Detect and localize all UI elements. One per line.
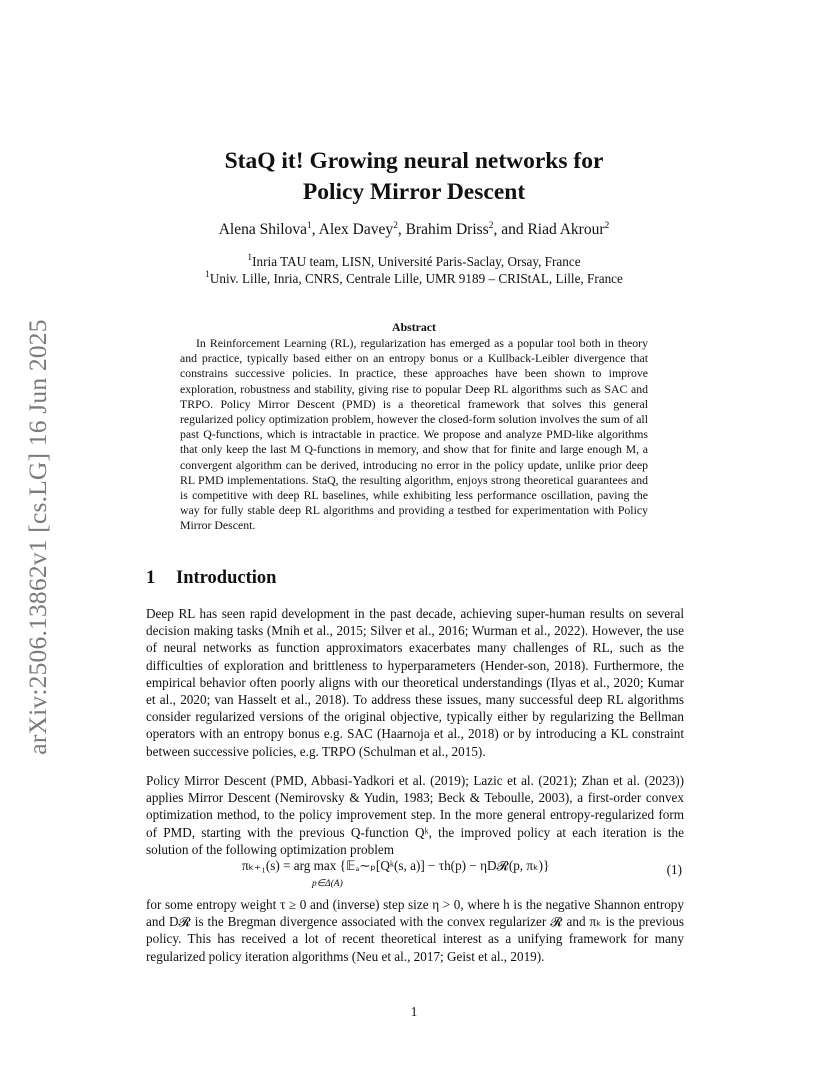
author-2-affil: 2: [393, 221, 398, 231]
arxiv-sidebar: [16, 304, 60, 770]
paper-title: [0, 146, 828, 208]
intro-paragraph-2: Policy Mirror Descent (PMD, Abbasi-Yadkori et al. (2019); Lazic et al. (2021); Zhan et al. (2023)) applies Mirror Descent (Nemirovsky & Yudin, 1983; Beck & Teboulle, 2003), a first-order convex optimization method, to the policy improvement step. In the more general entropy-regularized form of PMD, starting with the previous Q-function Qᵏ, the improved policy at each iteration is the solution of the following optimization problem: [146, 773, 684, 857]
author-1: Alena Shilova: [218, 221, 307, 238]
title-line-1: StaQ it! Growing neural networks for: [224, 148, 604, 174]
equation-1: [146, 858, 684, 892]
equation-number: (1): [666, 862, 682, 877]
author-2: , Alex Davey: [311, 221, 394, 238]
equation-argmax-subscript: p∈Δ(A): [312, 879, 343, 889]
author-4: , and Riad Akrour: [493, 221, 605, 238]
affiliation-1: [0, 253, 828, 270]
section-heading: [146, 568, 276, 589]
affiliation-2-marker: 1: [205, 270, 210, 280]
author-3: , Brahim Driss: [397, 221, 489, 238]
page-number: 1: [410, 1004, 418, 1019]
affiliation-2: [0, 270, 828, 287]
affiliations: [0, 253, 828, 287]
abstract-text: In Reinforcement Learning (RL), regularization has emerged as a popular tool both in theory and practice, typically based either on an entropy bonus or a Kullback-Leibler divergence that constrains successive policies. In practice, these approaches have been shown to improve exploration, robustness and stability, giving rise to popular Deep RL algorithms such as SAC and TRPO. Policy Mirror Descent (PMD) is a theoretical framework that solves this general regularized policy optimization problem, however the closed-form solution involves the sum of all past Q-functions, which is intractable in practice. We propose and analyze PMD-like algorithms that only keep the last M Q-functions in memory, and show that for finite and large enough M, a convergent algorithm can be derived, introducing no error in the policy update, unlike prior deep RL PMD implementations. StaQ, the resulting algorithm, enjoys strong theoretical guarantees and is competitive with deep RL baselines, while exhibiting less performance oscillation, paving the way for fully stable deep RL algorithms and providing a testbed for experimentation with Policy Mirror Descent.: [180, 336, 648, 533]
intro-paragraph-1: Deep RL has seen rapid development in the past decade, achieving super-human results on several decision making tasks (Mnih et al., 2015; Silver et al., 2016; Wurman et al., 2022). However, the use of neural networks as function approximators exacerbates many challenges of RL, such as the difficulties of exploration and brittleness to hyperparameters (Hender-son, 2018). Furthermore, the empirical behavior often poorly aligns with our theoretical understandings (Ilyas et al., 2020; Kumar et al., 2020; van Hasselt et al., 2018). To address these issues, many successful deep RL algorithms consider regularized versions of the original objective, typically either by regularizing the Bellman operators with an entropy bonus e.g. SAC (Haarnoja et al., 2018) or by introducing a KL constraint between successive policies, e.g. TRPO (Schulman et al., 2015).: [146, 606, 684, 759]
intro-paragraph-3: for some entropy weight τ ≥ 0 and (inverse) step size η > 0, where h is the negative Shannon entropy and D𝓡 is the Bregman divergence associated with the convex regularizer 𝓡 and πₖ is the previous policy. This has received a lot of recent theoretical interest as a unifying framework for many regularized policy iteration algorithms (Neu et al., 2017; Geist et al., 2019).: [146, 897, 684, 964]
title-line-2: Policy Mirror Descent: [302, 179, 526, 205]
author-list: [0, 221, 828, 239]
affiliation-1-text: Inria TAU team, LISN, Université Paris-Saclay, Orsay, France: [252, 254, 581, 269]
abstract-heading: Abstract: [392, 320, 436, 334]
affiliation-1-marker: 1: [247, 253, 253, 263]
author-3-affil: 2: [488, 221, 494, 231]
section-title: Introduction: [176, 568, 277, 588]
affiliation-2-text: Univ. Lille, Inria, CNRS, Centrale Lille, UMR 9189 – CRIStAL, Lille, France: [209, 271, 623, 286]
author-1-affil: 1: [306, 221, 312, 231]
section-number: 1: [146, 568, 156, 588]
equation-body: πₖ₊₁(s) = arg max {𝔼ₐ∼ₚ[Qᵏ(s, a)] − τh(p) − ηD𝓡(p, πₖ)}: [242, 858, 550, 873]
arxiv-identifier: arXiv:2506.13862v1 [cs.LG] 16 Jun 2025: [23, 319, 52, 755]
author-4-affil: 2: [604, 221, 610, 231]
